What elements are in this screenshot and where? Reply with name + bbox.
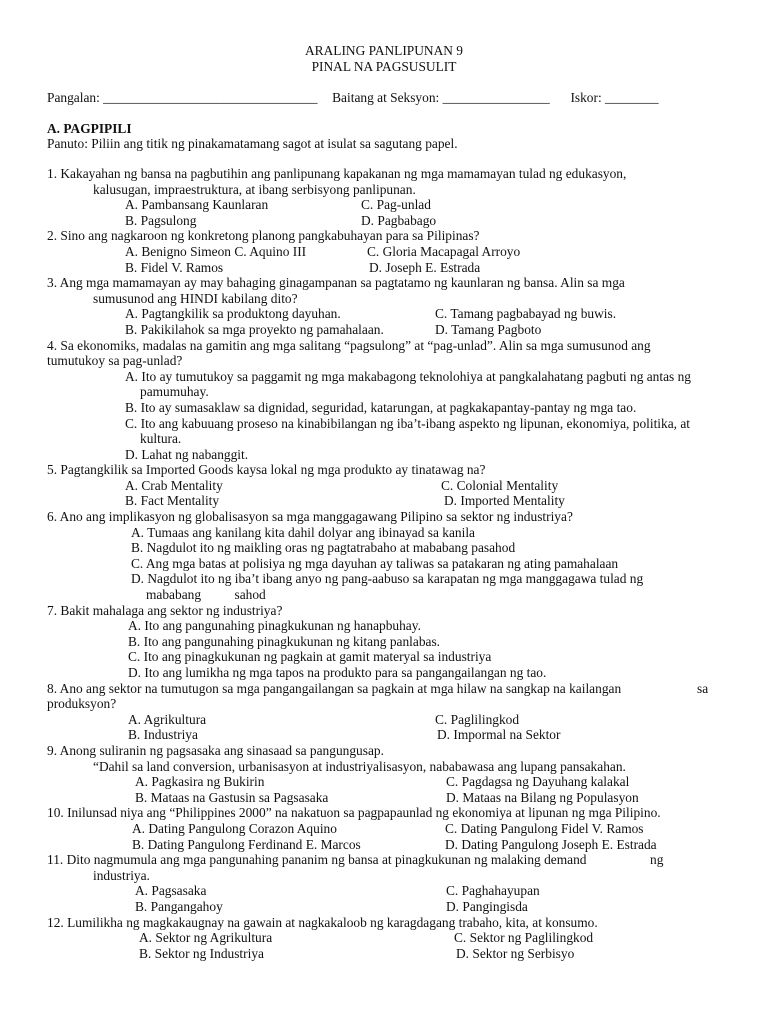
- option-d: D. Impormal na Sektor: [437, 727, 561, 743]
- question-2: [47, 228, 727, 275]
- option-a: A. Tumaas ang kanilang kita dahil dolyar ang ibinayad sa kanila: [131, 524, 475, 540]
- question-stem-continued: industriya.: [93, 867, 150, 883]
- question-stem-continued: produksyon?: [47, 696, 117, 712]
- section-instructions: Panuto: Piliin ang titik ng pinakamatamang sagot at isulat sa sagutang papel.: [47, 136, 458, 151]
- score-field: Iskor: ________: [570, 90, 659, 105]
- option-b: B. Ito ang pangunahing pinagkukunan ng kitang panlabas.: [128, 633, 441, 649]
- question-list: [47, 166, 727, 961]
- option-c: C. Paglilingkod: [435, 711, 520, 727]
- option-b: B. Pangangahoy: [135, 898, 223, 914]
- question-1: [47, 166, 727, 228]
- option-c: C. Paghahayupan: [446, 883, 540, 899]
- question-stem: 11. Dito nagmumula ang mga pangunahing pananim ng bansa at pinagkukunan ng malaking demand: [47, 852, 587, 868]
- option-c: C. Dating Pangulong Fidel V. Ramos: [445, 820, 644, 836]
- question-11: [47, 852, 727, 914]
- option-d: D. Pangingisda: [446, 898, 528, 914]
- section-field: Baitang at Seksyon: ________________: [332, 90, 550, 105]
- name-field: Pangalan: ________________________________: [47, 90, 318, 105]
- option-d: D. Dating Pangulong Joseph E. Estrada: [445, 836, 657, 852]
- question-quote: “Dahil sa land conversion, urbanisasyon at industriyalisasyon, nababawasa ang lupang pansakahan.: [93, 758, 626, 774]
- question-stem: 2. Sino ang nagkaroon ng konkretong planong pangkabuhayan para sa Pilipinas?: [47, 228, 480, 244]
- question-9: [47, 743, 727, 805]
- question-10: [47, 805, 727, 852]
- option-b: B. Pagsulong: [125, 212, 197, 228]
- option-a: A. Pagkasira ng Bukirin: [135, 774, 265, 790]
- option-c: C. Tamang pagbabayad ng buwis.: [435, 306, 617, 322]
- question-3: [47, 275, 727, 337]
- option-a: A. Ito ay tumutukoy sa paggamit ng mga makabagong teknolohiya at pangkalahatang pagbuti ng antas ng pamumuhay.: [125, 368, 691, 400]
- option-a: A. Dating Pangulong Corazon Aquino: [132, 820, 337, 836]
- student-info-fields: [47, 90, 659, 106]
- question-5: [47, 462, 727, 509]
- option-b: B. Nagdulot ito ng maikling oras ng pagtatrabaho at mababang pasahod: [131, 540, 516, 556]
- option-a: A. Crab Mentality: [125, 477, 223, 493]
- option-c: C. Pagdagsa ng Dayuhang kalakal: [446, 774, 630, 790]
- exam-header: [0, 43, 768, 74]
- exam-title: PINAL NA PAGSUSULIT: [311, 58, 457, 74]
- question-stem-end: sa: [697, 680, 709, 696]
- question-6: [47, 509, 727, 603]
- option-d: D. Nagdulot ito ng iba’t ibang anyo ng pang-aabuso sa karapatan ng mga manggagawa tulad ng mababang sahod: [131, 571, 647, 603]
- option-c: C. Pag-unlad: [361, 197, 431, 213]
- option-a: A. Pagtangkilik sa produktong dayuhan.: [125, 306, 341, 322]
- option-c: C. Gloria Macapagal Arroyo: [367, 243, 521, 259]
- option-d: D. Mataas na Bilang ng Populasyon: [446, 789, 639, 805]
- question-stem: 7. Bakit mahalaga ang sektor ng industriya?: [47, 602, 283, 618]
- question-4: [47, 338, 727, 463]
- question-stem-continued: sumusunod ang HINDI kabilang dito?: [93, 290, 298, 306]
- question-stem: 9. Anong suliranin ng pagsasaka ang sinasaad sa pangungusap.: [47, 742, 384, 758]
- option-d: D. Tamang Pagboto: [435, 321, 542, 337]
- question-stem: 1. Kakayahan ng bansa na pagbutihin ang panlipunang kapakanan ng mga mamamayan tulad ng edukasyon,: [47, 166, 627, 181]
- option-d: D. Imported Mentality: [444, 493, 565, 509]
- question-stem: 4. Sa ekonomiks, madalas na gamitin ang mga salitang “pagsulong” at “pag-unlad”. Alin sa mga sumusunod ang: [47, 337, 651, 353]
- question-stem: 10. Inilunsad niya ang “Philippines 2000” na nakatuon sa pagpapaunlad ng ekonomiya at lipunan ng mga Pilipino.: [47, 805, 661, 821]
- option-b: B. Fact Mentality: [125, 493, 220, 509]
- option-b: B. Dating Pangulong Ferdinand E. Marcos: [132, 836, 361, 852]
- option-d: D. Joseph E. Estrada: [369, 259, 481, 275]
- option-a: A. Agrikultura: [128, 711, 207, 727]
- subject-title: ARALING PANLIPUNAN 9: [305, 43, 463, 58]
- option-b: B. Industriya: [128, 727, 198, 743]
- question-stem: 5. Pagtangkilik sa Imported Goods kaysa lokal ng mga produkto ay tinatawag na?: [47, 462, 486, 478]
- option-d: D. Sektor ng Serbisyo: [456, 945, 575, 961]
- question-stem-end: ng: [650, 852, 664, 868]
- option-b: B. Fidel V. Ramos: [125, 259, 224, 275]
- question-12: [47, 915, 727, 962]
- question-stem: 12. Lumilikha ng magkakaugnay na gawain at nagkakaloob ng karagdagang trabaho, kita, at konsumo.: [47, 914, 598, 930]
- option-c: C. Ang mga batas at polisiya ng mga dayuhan ay taliwas sa patakaran ng ating pamahalaan: [131, 555, 619, 571]
- option-c: C. Sektor ng Paglilingkod: [454, 930, 594, 946]
- question-stem: 8. Ano ang sektor na tumutugon sa mga pangangailangan sa pagkain at mga hilaw na sangkap na kailangan: [47, 680, 622, 696]
- question-stem-continued: kalusugan, impraestruktura, at ibang serbisyong panlipunan.: [93, 181, 416, 197]
- option-d: D. Lahat ng nabanggit.: [125, 446, 249, 462]
- option-c: C. Ito ang pinagkukunan ng pagkain at gamit materyal sa industriya: [128, 649, 492, 665]
- option-b: B. Sektor ng Industriya: [139, 945, 264, 961]
- option-d: D. Pagbabago: [361, 212, 437, 228]
- question-stem: 3. Ang mga mamamayan ay may bahaging ginagampanan sa pagtatamo ng kaunlaran ng bansa. Alin sa mga: [47, 275, 625, 291]
- option-c: C. Colonial Mentality: [441, 477, 559, 493]
- option-a: A. Benigno Simeon C. Aquino III: [125, 243, 307, 259]
- option-a: A. Ito ang pangunahing pinagkukunan ng hanapbuhay.: [128, 618, 421, 634]
- option-d: D. Ito ang lumikha ng mga tapos na produkto para sa pangangailangan ng tao.: [128, 665, 547, 680]
- option-a: A. Pambansang Kaunlaran: [125, 197, 269, 213]
- option-c: C. Ito ang kabuuang proseso na kinabibilangan ng iba’t-ibang aspekto ng lipunan, ekonomiya, politika, at kultura.: [125, 415, 691, 447]
- option-a: A. Sektor ng Agrikultura: [139, 930, 273, 946]
- option-b: B. Ito ay sumasaklaw sa dignidad, seguridad, katarungan, at pagkakapantay-pantay ng mga tao.: [125, 399, 637, 415]
- option-b: B. Mataas na Gastusin sa Pagsasaka: [135, 789, 329, 805]
- question-7: [47, 603, 727, 681]
- section-title: A. PAGPIPILI: [47, 121, 132, 136]
- option-b: B. Pakikilahok sa mga proyekto ng pamahalaan.: [125, 321, 384, 337]
- question-stem-continued: tumutukoy sa pag-unlad?: [47, 353, 183, 369]
- option-a: A. Pagsasaka: [135, 883, 207, 899]
- question-stem: 6. Ano ang implikasyon ng globalisasyon sa mga manggagawang Pilipino sa sektor ng industriya?: [47, 509, 573, 525]
- question-8: [47, 681, 727, 743]
